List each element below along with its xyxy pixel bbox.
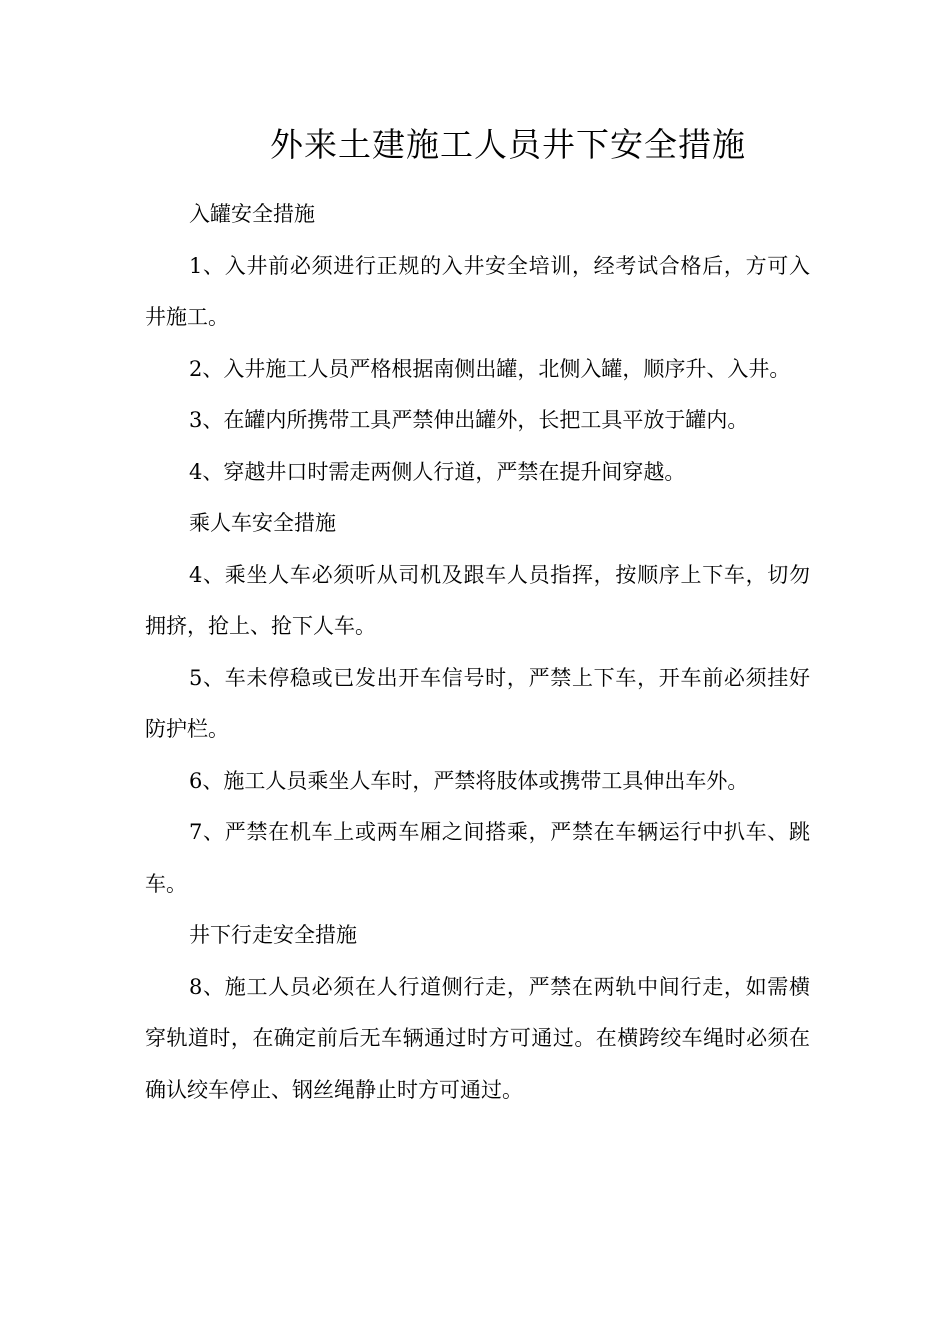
section-heading-walking: 井下行走安全措施 [189, 923, 357, 947]
paragraph-item: 7、严禁在机车上或两车厢之间搭乘，严禁在车辆运行中扒车、跳车。 [145, 820, 810, 896]
paragraph-item: 3、在罐内所携带工具严禁伸出罐外，长把工具平放于罐内。 [189, 408, 749, 432]
paragraph-item: 5、车未停稳或已发出开车信号时，严禁上下车，开车前必须挂好防护栏。 [145, 665, 810, 741]
document-title: 外来土建施工人员井下安全措施 [270, 125, 746, 164]
paragraph-item: 4、穿越井口时需走两侧人行道，严禁在提升间穿越。 [189, 459, 686, 484]
section-heading-car: 乘人车安全措施 [189, 511, 336, 535]
paragraph-item: 6、施工人员乘坐人车时，严禁将肢体或携带工具伸出车外。 [189, 768, 749, 793]
paragraph-item: 4、乘坐人车必须听从司机及跟车人员指挥，按顺序上下车，切勿拥挤，抢上、抢下人车。 [145, 562, 810, 638]
paragraph-item: 8、施工人员必须在人行道侧行走，严禁在两轨中间行走，如需横穿轨道时，在确定前后无车辆通过时方可通过。在横跨绞车绳时必须在确认绞车停止、钢丝绳静止时方可通过。 [145, 974, 810, 1102]
paragraph-item: 2、入井施工人员严格根据南侧出罐，北侧入罐，顺序升、入井。 [189, 356, 791, 381]
paragraph-item: 1、入井前必须进行正规的入井安全培训，经考试合格后，方可入井施工。 [145, 253, 810, 329]
document-body [145, 189, 810, 1116]
section-heading-cage: 入罐安全措施 [189, 202, 315, 226]
